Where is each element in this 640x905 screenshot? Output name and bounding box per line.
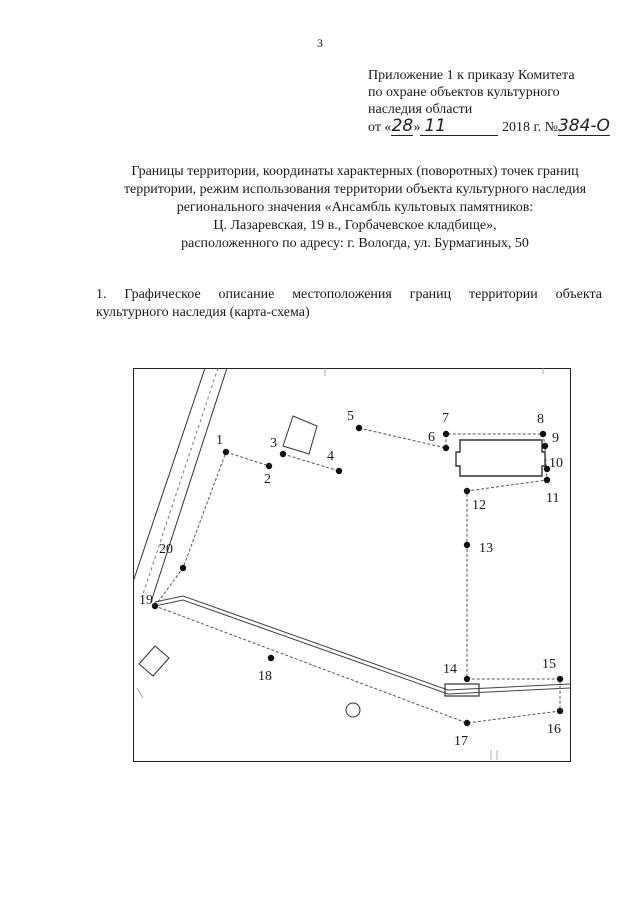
building-shapes <box>139 416 545 717</box>
point-label-6: 6 <box>428 430 435 445</box>
map-svg <box>133 368 571 762</box>
document-title <box>60 163 640 253</box>
point-marker-1 <box>223 449 229 455</box>
point-marker-14 <box>464 676 470 682</box>
point-labels <box>139 409 563 749</box>
date-prefix: от « <box>368 120 392 135</box>
title-line-4: Ц. Лазаревская, 19 в., Горбачевское кладбище», <box>213 218 497 233</box>
point-marker-16 <box>557 708 563 714</box>
point-label-8: 8 <box>537 412 544 427</box>
appendix-line-3: наследия области <box>368 102 473 117</box>
point-label-4: 4 <box>327 449 334 464</box>
appendix-header <box>368 67 630 136</box>
year-and-number-label: 2018 г. № <box>501 120 558 135</box>
point-label-18: 18 <box>258 669 272 684</box>
point-marker-11 <box>544 477 550 483</box>
point-marker-12 <box>464 488 470 494</box>
point-marker-8 <box>540 431 546 437</box>
point-marker-18 <box>268 655 274 661</box>
map-frame <box>134 369 571 762</box>
point-label-10: 10 <box>549 456 563 471</box>
point-marker-6 <box>443 445 449 451</box>
boundary-points <box>152 425 563 726</box>
point-label-19: 19 <box>139 593 153 608</box>
point-label-2: 2 <box>264 472 271 487</box>
point-label-20: 20 <box>159 542 173 557</box>
background-marks <box>137 368 543 760</box>
boundary-lines <box>155 428 560 723</box>
point-marker-13 <box>464 542 470 548</box>
point-label-14: 14 <box>443 662 457 677</box>
appendix-line-1: Приложение 1 к приказу Комитета <box>368 68 575 83</box>
handwritten-order-number: 384-О <box>557 116 610 136</box>
section-1-line-1: 1. Графическое описание местоположения границ территории объекта <box>96 287 602 302</box>
point-label-11: 11 <box>546 491 560 506</box>
section-1-line-2: культурного наследия (карта-схема) <box>96 305 310 320</box>
point-marker-7 <box>443 431 449 437</box>
point-marker-3 <box>280 451 286 457</box>
point-label-15: 15 <box>542 657 556 672</box>
boundary-map-scheme <box>133 368 571 762</box>
title-line-2: территории, режим использования территории объекта культурного наследия <box>123 182 587 197</box>
point-label-17: 17 <box>454 734 468 749</box>
point-label-16: 16 <box>547 722 561 737</box>
point-marker-5 <box>356 425 362 431</box>
point-marker-20 <box>180 565 186 571</box>
title-line-1: Границы территории, координаты характерных (поворотных) точек границ <box>131 164 579 179</box>
handwritten-month: 11 <box>420 118 498 136</box>
point-marker-15 <box>557 676 563 682</box>
page-number: 3 <box>317 36 323 50</box>
point-label-1: 1 <box>216 433 223 448</box>
section-1-heading <box>96 286 602 322</box>
handwritten-day: 28 <box>391 116 414 136</box>
point-label-7: 7 <box>442 411 449 426</box>
title-line-5: расположенного по адресу: г. Вологда, ул. Бурмагиных, 50 <box>181 236 529 251</box>
point-marker-4 <box>336 468 342 474</box>
point-label-9: 9 <box>552 431 559 446</box>
point-marker-17 <box>464 720 470 726</box>
point-label-5: 5 <box>347 409 354 424</box>
appendix-line-2: по охране объектов культурного <box>368 85 560 100</box>
point-label-13: 13 <box>479 541 493 556</box>
point-label-12: 12 <box>472 498 486 513</box>
point-marker-9 <box>542 443 548 449</box>
order-date-line <box>368 118 630 136</box>
date-quote-close: » <box>413 120 421 135</box>
point-label-3: 3 <box>270 436 277 451</box>
point-marker-2 <box>266 463 272 469</box>
title-line-3: регионального значения «Ансамбль культовых памятников: <box>176 200 534 215</box>
